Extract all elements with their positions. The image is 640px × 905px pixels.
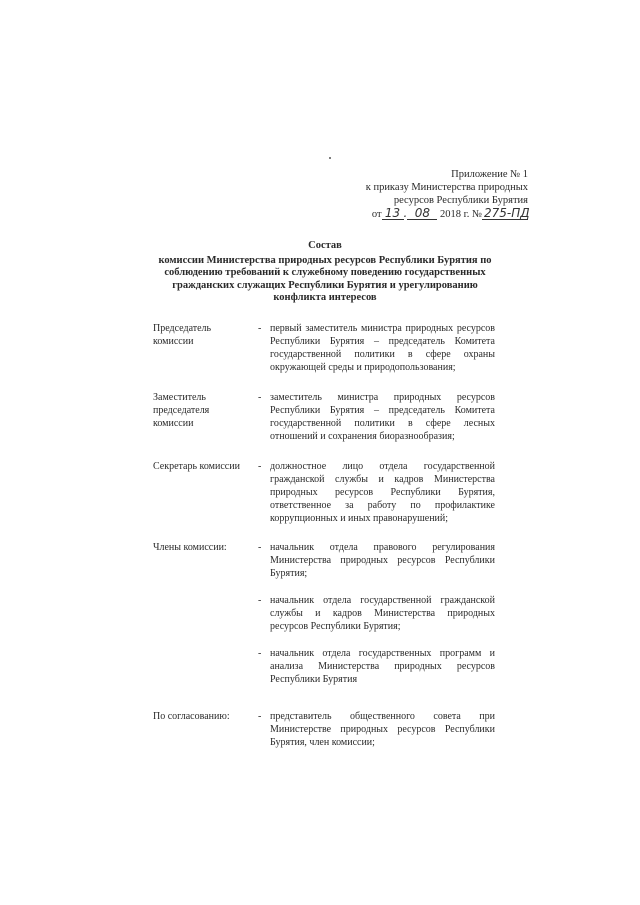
date-year: 2018 г. № — [439, 209, 482, 220]
scan-speck — [329, 157, 331, 159]
role-line: комиссии — [153, 336, 194, 347]
member-entry — [258, 647, 495, 686]
member-entries — [258, 391, 495, 443]
member-role — [153, 322, 258, 348]
heading-line-4: конфликта интересов — [273, 292, 377, 303]
member-entries — [258, 322, 495, 374]
document-heading — [140, 240, 510, 305]
entry-text: начальник отдела государственных программ и анализа Министерства природных ресурсов Республики Бурятия — [270, 648, 495, 685]
member-row — [153, 541, 495, 686]
member-role — [153, 541, 258, 554]
list-dash: - — [258, 542, 262, 553]
entry-text: заместитель министра природных ресурсов Республики Бурятия – председатель Комитета государственной политики в сфере лесных отношений и сохранения биоразнообразия; — [270, 392, 495, 442]
list-dash: - — [258, 711, 262, 722]
entry-text: представитель общественного совета при Министерстве природных ресурсов Республики Бурятия, член комиссии; — [270, 711, 495, 748]
member-entry — [258, 322, 495, 374]
list-dash: - — [258, 648, 262, 659]
date-day: 13 — [382, 208, 404, 220]
member-row — [153, 391, 495, 443]
role-line: комиссии — [153, 418, 194, 429]
entry-text: начальник отдела государственной гражданской службы и кадров Министерства природных ресурсов Республики Бурятия; — [270, 595, 495, 632]
list-dash: - — [258, 323, 262, 334]
order-number: 275-ПД — [484, 206, 530, 220]
date-prefix: от — [371, 209, 382, 220]
heading-line-1: комиссии Министерства природных ресурсов Республики Бурятия по — [158, 254, 492, 266]
role-line: председателя — [153, 405, 210, 416]
list-dash: - — [258, 392, 262, 403]
entry-text: первый заместитель министра природных ресурсов Республики Бурятия – председатель Комитета государственной политики в сфере охраны окружающей среды и природопользования; — [270, 323, 495, 373]
appendix-header — [288, 168, 528, 221]
appendix-number: Приложение № 1 — [451, 169, 528, 180]
role-line: Заместитель — [153, 392, 206, 403]
member-role — [153, 391, 258, 430]
role-line: По согласованию: — [153, 711, 230, 722]
member-entry — [258, 710, 495, 749]
commission-members — [153, 322, 495, 749]
member-entry — [258, 460, 495, 525]
heading-line-3: гражданских служащих Республики Бурятия и урегулированию — [172, 279, 478, 291]
member-row — [153, 460, 495, 525]
role-line: Члены комиссии: — [153, 542, 227, 553]
appendix-date-line — [288, 207, 528, 221]
member-entry — [258, 594, 495, 633]
member-entries — [258, 710, 495, 749]
member-row — [153, 710, 495, 749]
document-title: Состав — [308, 240, 342, 251]
member-role — [153, 460, 258, 473]
member-entries — [258, 460, 495, 525]
role-line: Председатель — [153, 323, 212, 334]
date-separator: . — [403, 206, 408, 220]
heading-line-2: соблюдению требований к служебному поведению государственных — [164, 267, 486, 278]
member-entry — [258, 391, 495, 443]
entry-text: должностное лицо отдела государственной гражданской службы и кадров Министерства природных ресурсов Республики Бурятия, ответственное за работу по профилактике коррупционных и иных правонарушений; — [270, 461, 495, 524]
date-month: 08 — [407, 208, 437, 220]
appendix-order-ref: к приказу Министерства природных — [365, 182, 528, 193]
member-row — [153, 322, 495, 374]
member-entries — [258, 541, 495, 686]
list-dash: - — [258, 461, 262, 472]
member-entry — [258, 541, 495, 580]
list-dash: - — [258, 595, 262, 606]
member-role — [153, 710, 258, 723]
appendix-ministry: ресурсов Республики Бурятия — [393, 195, 528, 206]
entry-text: начальник отдела правового регулирования Министерства природных ресурсов Республики Бурятия; — [270, 542, 495, 579]
role-line: Секретарь комиссии — [153, 461, 240, 472]
